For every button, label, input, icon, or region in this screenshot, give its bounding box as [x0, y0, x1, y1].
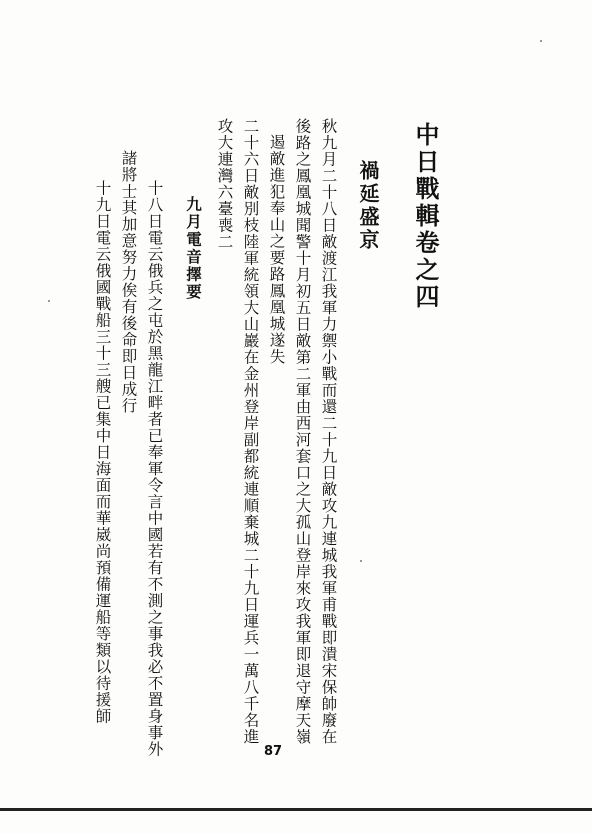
- chapter-title: 禍延盛京: [356, 160, 380, 252]
- text-column: 後路之鳳凰城聞警十月初五日敵第二軍由西河套口之大孤山登岸來攻我軍即退守摩天嶺: [293, 118, 312, 745]
- scan-speck: [360, 560, 362, 562]
- scan-speck: [48, 300, 50, 302]
- text-column: 秋九月二十八日敵渡江我軍力禦小戰而還二十九日敵攻九連城我軍甫戰即潰宋保帥廢在: [319, 118, 338, 745]
- telegram-column: 十九日電云俄國戰船三十三艘已集中日海面而華崴尚預備運船等類以待援師: [93, 180, 112, 725]
- section-subheading: 九月電音擇要: [184, 196, 203, 301]
- text-column: 攻大連灣六臺喪二: [215, 118, 234, 250]
- text-column: 遏敵進犯奉山之要路鳳凰城遂失: [267, 134, 286, 365]
- telegram-column: 十八日電云俄兵之屯於黑龍江畔者已奉軍令言中國若有不測之事我必不置身事外: [145, 180, 164, 758]
- telegram-column: 諸將士其加意努力俟有後命即日成行: [119, 150, 138, 414]
- page-number: 87: [264, 744, 283, 759]
- scan-speck: [540, 40, 542, 42]
- book-title: 中日戰輯卷之四: [411, 122, 440, 311]
- page-bottom-rule: [0, 808, 592, 811]
- text-column: 二十六日敵別枝陸軍統領大山巖在金州登岸副都統連順棄城二十九日運兵一萬八千名進: [241, 118, 260, 745]
